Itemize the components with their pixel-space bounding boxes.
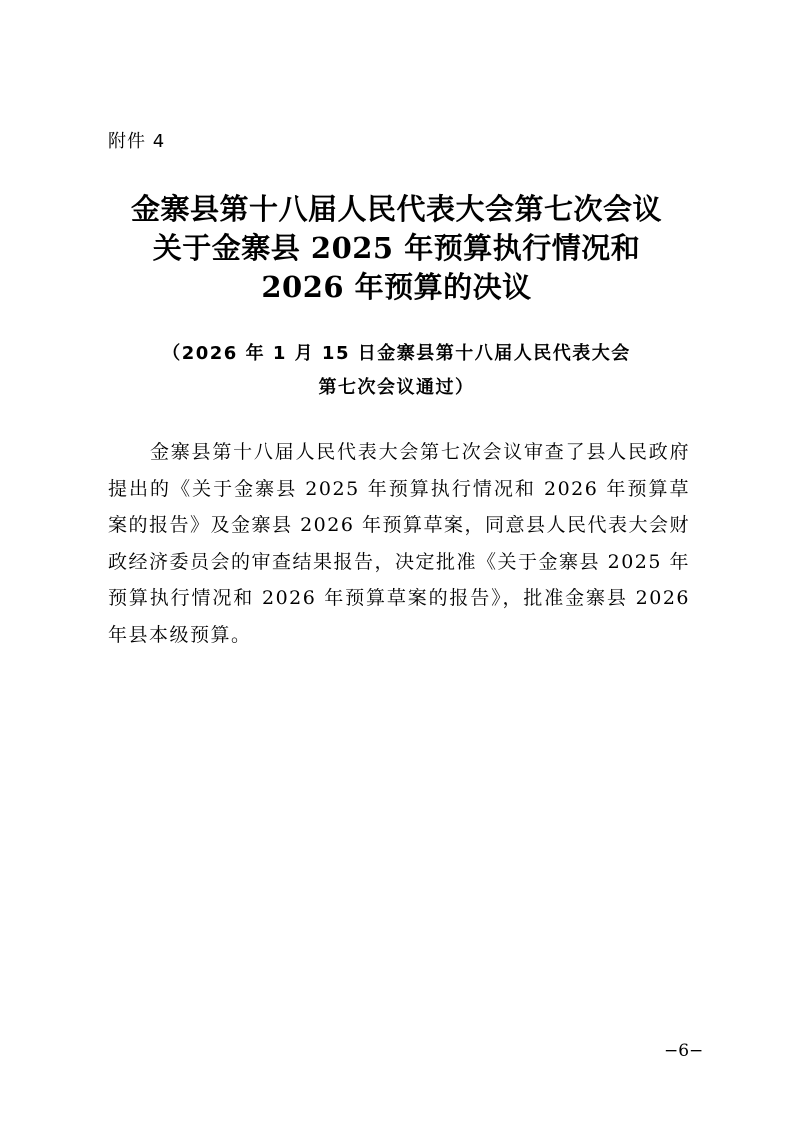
title-line-3: 2026 年预算的决议 bbox=[261, 270, 532, 304]
adoption-note-line-1: （2026 年 1 月 15 日金寨县第十八届人民代表大会 bbox=[162, 343, 631, 364]
adoption-note bbox=[0, 337, 793, 405]
attachment-label: 附件 4 bbox=[108, 131, 166, 152]
title-line-1: 金寨县第十八届人民代表大会第七次会议 bbox=[130, 192, 662, 226]
resolution-body-paragraph: 金寨县第十八届人民代表大会第七次会议审查了县人民政府提出的《关于金寨县 2025 年预算执行情况和 2026 年预算草案的报告》及金寨县 2026 年预算草案，同意县人民代表大会财政经济委员会的审查结果报告，决定批准《关于金寨县 2025 年预算执行情况和 2026 年预算草案的报告》，批准金寨县 2026 年县本级预算。 bbox=[108, 441, 690, 646]
title-line-2: 关于金寨县 2025 年预算执行情况和 bbox=[152, 231, 641, 265]
document-title bbox=[0, 190, 793, 307]
adoption-note-line-2: 第七次会议通过） bbox=[318, 377, 475, 398]
page-number: −6− bbox=[664, 1041, 704, 1061]
